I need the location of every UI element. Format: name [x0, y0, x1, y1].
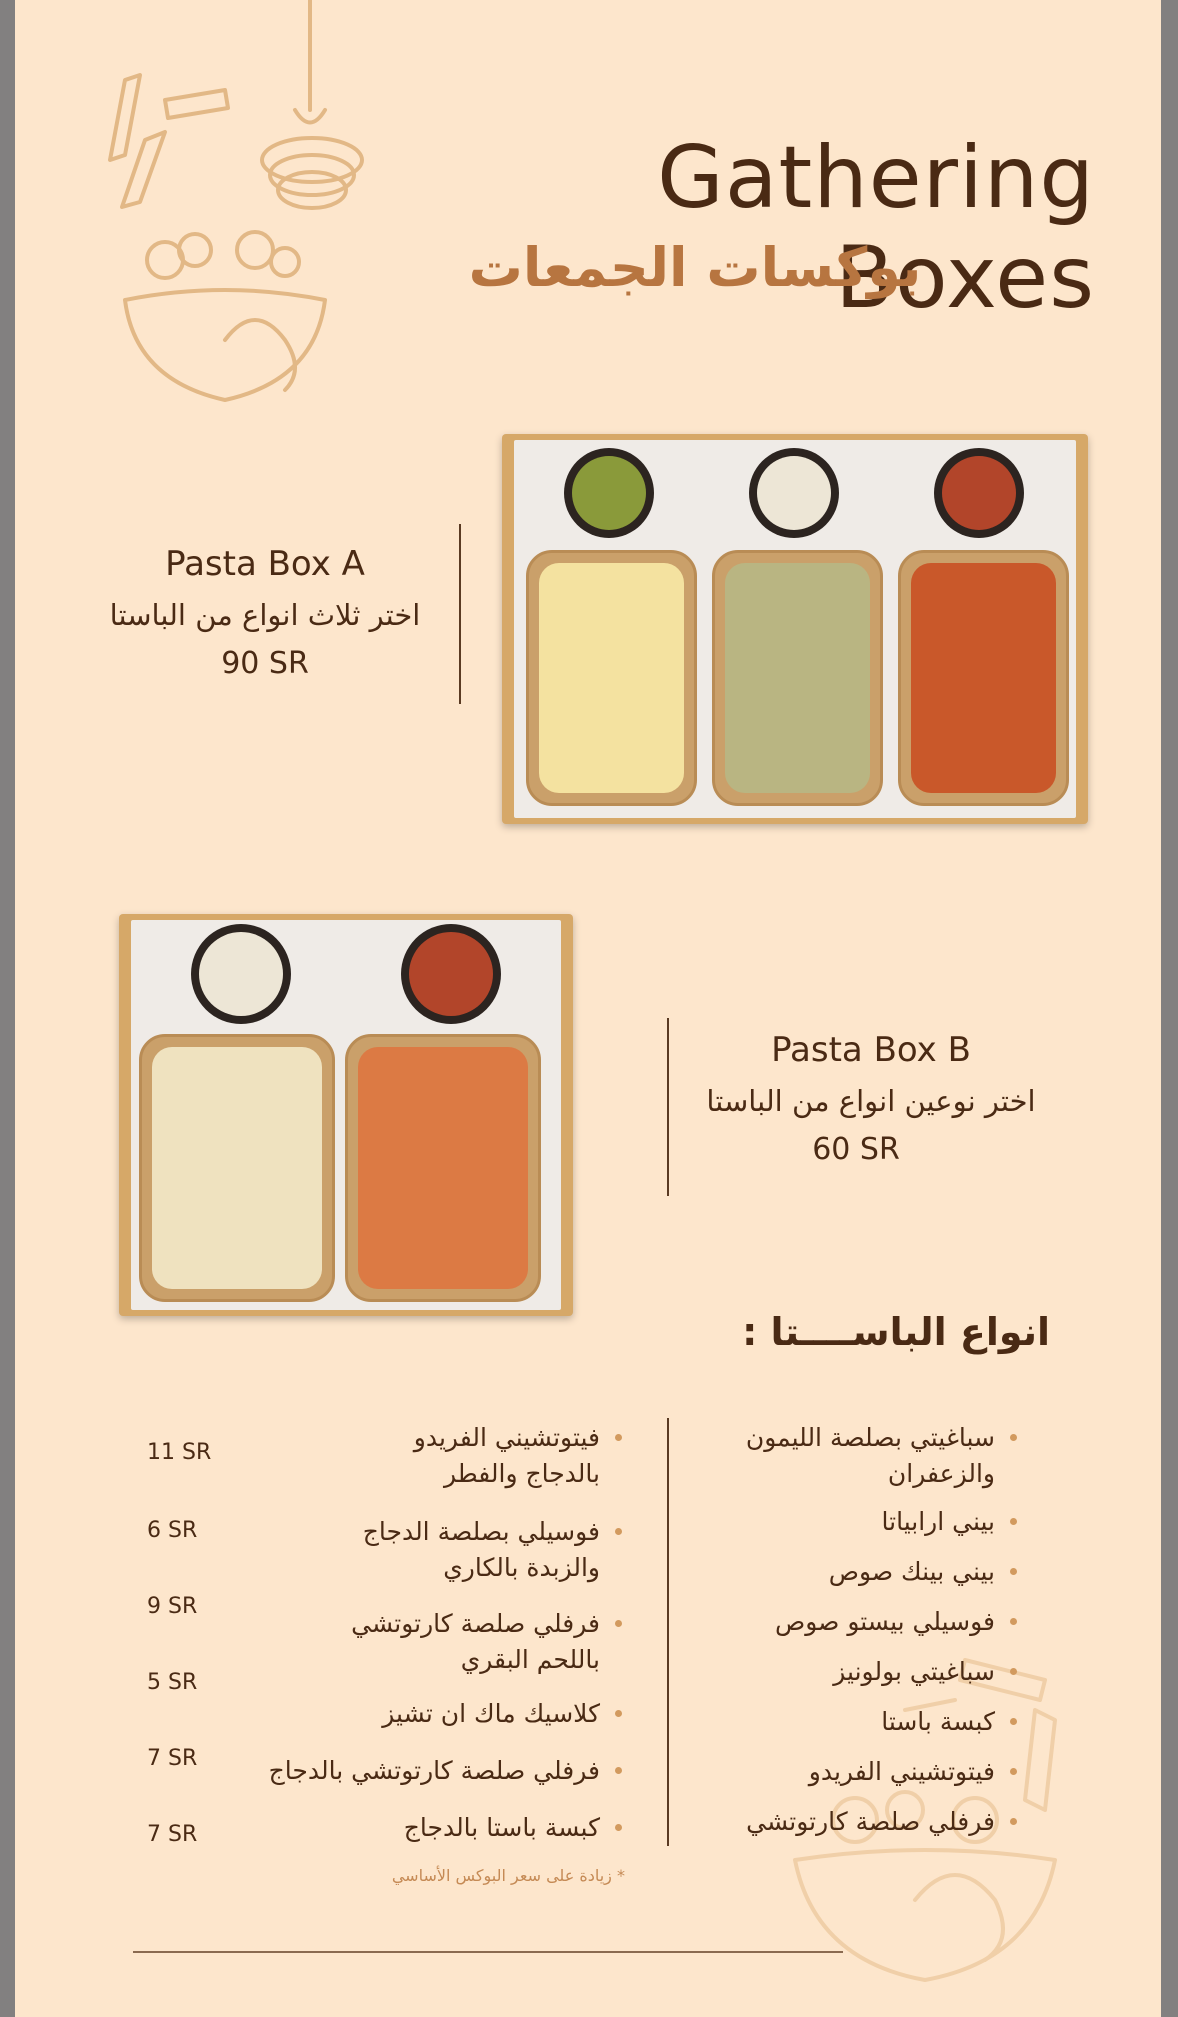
item-price: 7 SR	[147, 1822, 198, 1847]
bottom-divider	[133, 1951, 843, 1953]
pesto-tray	[712, 550, 883, 806]
box-b-price: 60 SR	[812, 1132, 900, 1167]
bullet	[615, 1528, 622, 1535]
bolognese-tray	[898, 550, 1069, 806]
list-item: بيني ارابياتا	[881, 1507, 995, 1536]
columns-divider	[667, 1418, 669, 1846]
list-item: فرفلي صلصة كارتوتشي	[746, 1807, 995, 1836]
parmesan-bowl	[749, 448, 839, 538]
box-a-name: Pasta Box A	[165, 544, 365, 584]
bullet	[1010, 1718, 1017, 1725]
parmesan-bowl	[191, 924, 291, 1024]
list-item: فوسيلي بصلصة الدجاج والزبدة بالكاري	[362, 1517, 600, 1582]
chili-flakes-bowl	[934, 448, 1024, 538]
alfredo-tray	[526, 550, 697, 806]
chili-flakes-bowl	[401, 924, 501, 1024]
bullet	[1010, 1568, 1017, 1575]
jalapeno-bowl	[564, 448, 654, 538]
bullet	[615, 1767, 622, 1774]
penne-tray	[345, 1034, 541, 1302]
pasta-box-b-photo	[119, 914, 573, 1316]
list-item: فرفلي صلصة كارتوتشي بالدجاج	[268, 1756, 600, 1785]
fettuccine-tray	[139, 1034, 335, 1302]
pasta-types-title: انواع الباســــتا :	[742, 1310, 1050, 1354]
bullet	[1010, 1818, 1017, 1825]
item-price: 6 SR	[147, 1518, 198, 1543]
item-price: 7 SR	[147, 1746, 198, 1771]
list-item: سباغيتي بولونيز	[833, 1657, 995, 1686]
bullet	[615, 1620, 622, 1627]
bullet	[615, 1710, 622, 1717]
bullet	[615, 1824, 622, 1831]
box-a-price: 90 SR	[221, 646, 309, 681]
box-b-name: Pasta Box B	[771, 1030, 971, 1070]
bullet	[615, 1434, 622, 1441]
item-price: 5 SR	[147, 1670, 198, 1695]
list-item: كبسة باستا بالدجاج	[403, 1813, 600, 1842]
box-b-description: اختر نوعين انواع من الباستا	[706, 1084, 1036, 1118]
item-price: 11 SR	[147, 1440, 212, 1465]
bullet	[1010, 1618, 1017, 1625]
list-item: فرفلي صلصة كارتوتشي باللحم البقري	[351, 1609, 600, 1674]
box-a-info	[95, 544, 435, 681]
list-item: فيتوتشيني الفريدو بالدجاج والفطر	[413, 1423, 600, 1488]
pasta-box-a-photo	[502, 434, 1088, 824]
price-note: * زيادة على سعر البوكس الأساسي	[391, 1866, 625, 1885]
box-a-description: اختر ثلاث انواع من الباستا	[109, 598, 421, 632]
list-item: بيني بينك صوص	[828, 1557, 995, 1586]
bullet	[1010, 1768, 1017, 1775]
menu-page	[15, 0, 1161, 2017]
box-a-divider	[459, 524, 461, 704]
title-english: Gathering Boxes	[657, 128, 1095, 328]
bullet	[1010, 1434, 1017, 1441]
box-b-info	[691, 1030, 1051, 1167]
bullet	[1010, 1518, 1017, 1525]
title-arabic: بوكسات الجمعات	[468, 236, 922, 299]
box-b-divider	[667, 1018, 669, 1196]
list-item: فيتوتشيني الفريدو	[808, 1757, 995, 1786]
list-item: كلاسيك ماك ان تشيز	[382, 1699, 600, 1728]
bullet	[1010, 1668, 1017, 1675]
item-price: 9 SR	[147, 1594, 198, 1619]
list-item: سباغيتي بصلصة الليمون والزعفران	[745, 1423, 995, 1488]
list-item: فوسيلي بيستو صوص	[775, 1607, 995, 1636]
list-item: كبسة باستا	[881, 1707, 995, 1736]
pasta-fork-illustration	[105, 0, 385, 420]
